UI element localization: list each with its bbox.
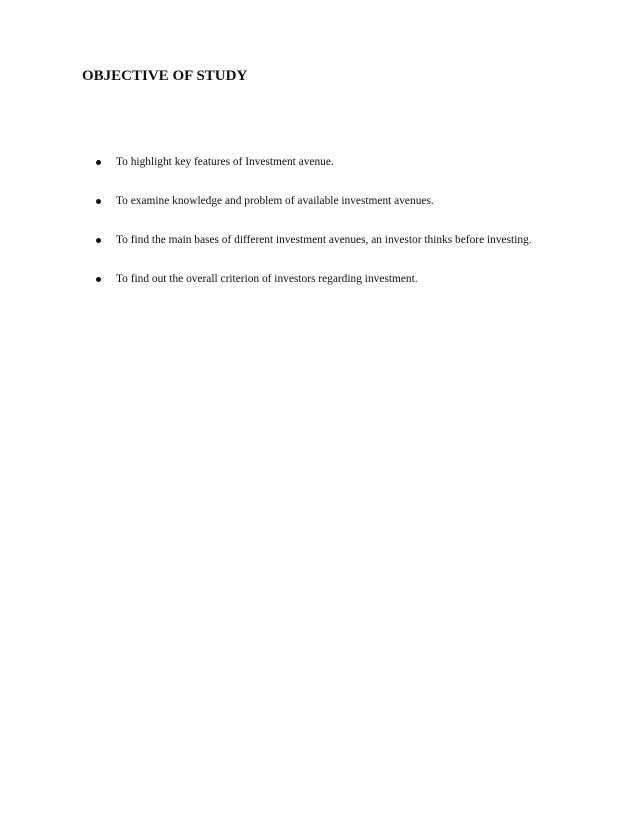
bullet-icon — [96, 277, 101, 282]
objectives-list — [0, 154, 638, 310]
list-item — [0, 232, 638, 271]
objective-text: To highlight key features of Investment avenue. — [116, 156, 334, 168]
objective-text: To examine knowledge and problem of available investment avenues. — [116, 195, 434, 207]
list-item — [0, 271, 638, 310]
section-heading: OBJECTIVE OF STUDY — [82, 68, 248, 84]
objective-text: To find out the overall criterion of investors regarding investment. — [116, 273, 418, 285]
bullet-icon — [96, 199, 101, 204]
bullet-icon — [96, 238, 101, 243]
bullet-icon — [96, 160, 101, 165]
list-item — [0, 193, 638, 232]
list-item — [0, 154, 638, 193]
objective-text: To find the main bases of different investment avenues, an investor thinks before investing. — [116, 234, 532, 246]
